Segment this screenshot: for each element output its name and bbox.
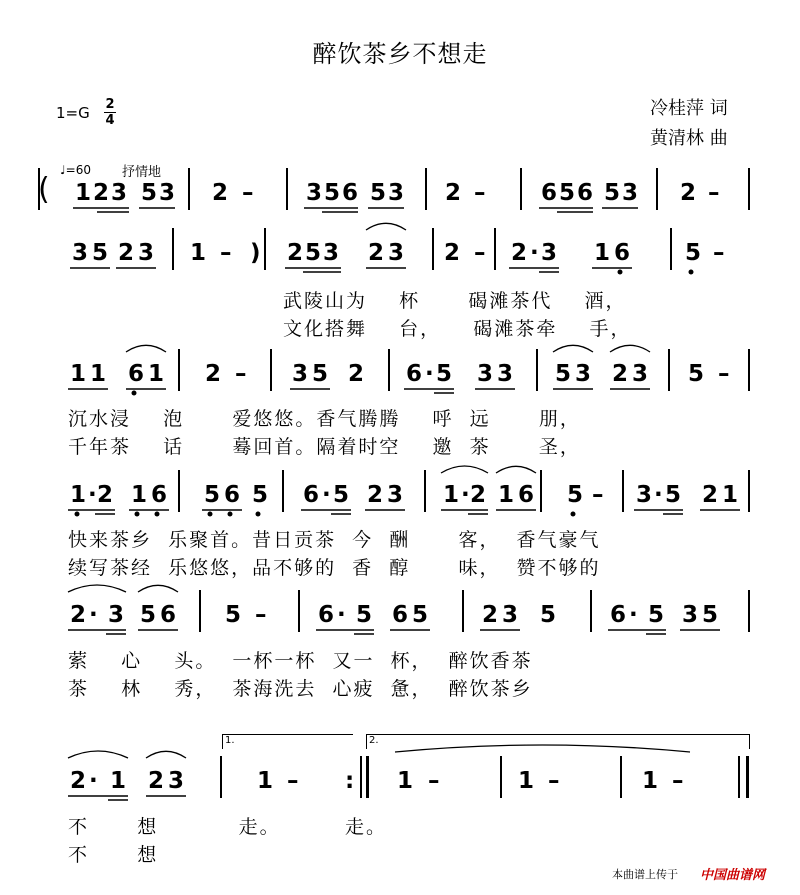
note: 2 [511,240,528,266]
site-logo: 中国曲谱网 [700,868,766,883]
note: 1 [397,768,414,794]
note: 1 [594,240,611,266]
note: 3 [682,602,699,628]
note: 2 [348,361,365,387]
note: 2 [702,482,719,508]
note: 3 [72,240,89,266]
note: 5 [356,602,373,628]
note: 3 [388,180,405,206]
slur [496,466,536,473]
note: · [425,361,434,387]
note: 3 [632,361,649,387]
note: – [255,602,267,628]
lyric-line: 萦 心 头。 一杯一杯 又一 杯， 醉饮香茶 [68,650,533,672]
note: 1 [70,361,87,387]
note: 6 [342,180,359,206]
lyric-line: 不 想 走。 走。 [68,816,387,838]
note: – [474,240,486,266]
lyric-line: 续写茶经 乐悠悠，品不够的 香 醇 味， 赞不够的 [68,557,601,579]
note: 5 [540,602,557,628]
note: 5 [665,482,682,508]
note: 1 [110,768,127,794]
note: 3 [622,180,639,206]
octave-dot [618,270,623,275]
note: 6 [610,602,627,628]
note: 5 [225,602,242,628]
octave-dot [689,270,694,275]
note: 3 [387,482,404,508]
note: 5 [312,361,329,387]
note: 3 [636,482,653,508]
lyric-line: 茶 林 秀， 茶海洗去 心疲 惫， 醉饮茶乡 [68,678,533,700]
note: 3 [541,240,558,266]
slur [126,345,166,352]
note: 2 [70,768,87,794]
note: 6 [160,602,177,628]
note: 5 [412,602,429,628]
note: 3 [168,768,185,794]
lyric-line: 沉水浸 泡 爱悠悠。香气腾腾 呼 远 朋， [68,408,581,430]
note: 3 [323,240,340,266]
note: 1 [257,768,274,794]
slur [553,345,593,352]
note: · [629,602,638,628]
octave-dot [75,512,80,517]
note: 3 [477,361,494,387]
note: 5 [604,180,621,206]
note: 2 [97,482,114,508]
note: 1 [642,768,659,794]
note: 2 [470,482,487,508]
lyric-line: 武陵山为 杯 碣滩茶代 酒， [283,290,627,312]
note: 3 [138,240,155,266]
note: 5 [370,180,387,206]
note: 3 [108,602,125,628]
note: 5 [648,602,665,628]
note: – [235,361,247,387]
note: 1 [148,361,165,387]
note: – [220,240,232,266]
slur [366,223,406,230]
note: 6 [224,482,241,508]
slur [441,466,488,473]
note: : [345,768,355,794]
note: 5 [92,240,109,266]
key-signature: 1=G [56,104,90,122]
note: 1 [90,361,107,387]
note: ) [250,240,261,266]
tempo-mark: ♩=60 [60,163,91,177]
note: – [428,768,440,794]
lyric-line: 不 想 [68,844,159,866]
note: – [287,768,299,794]
octave-dot [155,512,160,517]
note: 5 [140,602,157,628]
note: 3 [159,180,176,206]
note: 3 [292,361,309,387]
note: 1 [70,482,87,508]
note: 2 [93,180,110,206]
note: · [89,602,98,628]
note: · [461,482,470,508]
note: 5 [305,240,322,266]
octave-dot [228,512,233,517]
upload-note: 本曲谱上传于 [612,868,678,881]
note: – [713,240,725,266]
note: 2 [482,602,499,628]
page-title: 醉饮茶乡不想走 [312,40,488,68]
note: 1 [722,482,739,508]
note: – [592,482,604,508]
note: – [672,768,684,794]
note: 5 [567,482,584,508]
note: 1 [498,482,515,508]
note: · [89,768,98,794]
slur [68,585,126,592]
note: 5 [252,482,269,508]
note: – [474,180,486,206]
note: 1 [190,240,207,266]
note: – [718,361,730,387]
note: · [654,482,663,508]
lyric-line: 快来茶乡 乐聚首。昔日贡茶 今 酬 客， 香气豪气 [68,529,601,551]
note: 2 [368,240,385,266]
note: – [708,180,720,206]
note: 2 [70,602,87,628]
note: 3 [497,361,514,387]
expression-mark: 抒情地 [122,165,162,180]
note: 2 [444,240,461,266]
note: 5 [333,482,350,508]
slur [138,585,178,592]
note: 3 [575,361,592,387]
note: 2 [367,482,384,508]
note: 1 [75,180,92,206]
second-ending-bracket: 2. [366,734,750,749]
note: 5 [688,361,705,387]
note: 2 [445,180,462,206]
note: – [548,768,560,794]
note: 2 [118,240,135,266]
slur [395,745,690,752]
octave-dot [571,512,576,517]
lyric-line: 千年茶 话 蓦回首。隔着时空 邀 茶 圣， [68,436,581,458]
note: · [322,482,331,508]
open-paren: ( [38,172,50,207]
note: 6 [577,180,594,206]
note: 6 [392,602,409,628]
note: 1 [131,482,148,508]
note: 6 [614,240,631,266]
note: 6 [541,180,558,206]
note: 3 [502,602,519,628]
note: 6 [151,482,168,508]
note: 1 [443,482,460,508]
note: 5 [436,361,453,387]
note: 5 [702,602,719,628]
octave-dot [135,512,140,517]
slur [146,751,186,758]
note: 2 [680,180,697,206]
note: 6 [406,361,423,387]
note: 2 [205,361,222,387]
note: 1 [518,768,535,794]
note: 3 [306,180,323,206]
note: 5 [204,482,221,508]
note: · [530,240,539,266]
note: 5 [685,240,702,266]
note: 2 [287,240,304,266]
note: 3 [388,240,405,266]
note: 5 [559,180,576,206]
note: 2 [148,768,165,794]
note: 5 [141,180,158,206]
time-signature: 2 4 [105,97,115,128]
note: – [242,180,254,206]
note: 2 [612,361,629,387]
note: · [337,602,346,628]
note: 6 [318,602,335,628]
first-ending-bracket: 1. [222,734,353,749]
note: 6 [518,482,535,508]
note: 6 [303,482,320,508]
note: · [88,482,97,508]
note: 3 [111,180,128,206]
slur [610,345,650,352]
note: 5 [555,361,572,387]
octave-dot [132,391,137,396]
note: 6 [128,361,145,387]
lyric-line: 文化搭舞 台， 碣滩茶牵 手， [283,318,632,340]
lyricist: 冷桂萍 词 [650,98,728,119]
composer: 黄清林 曲 [650,128,728,149]
note: 5 [324,180,341,206]
slur [68,751,128,758]
octave-dot [256,512,261,517]
note: 2 [212,180,229,206]
octave-dot [208,512,213,517]
